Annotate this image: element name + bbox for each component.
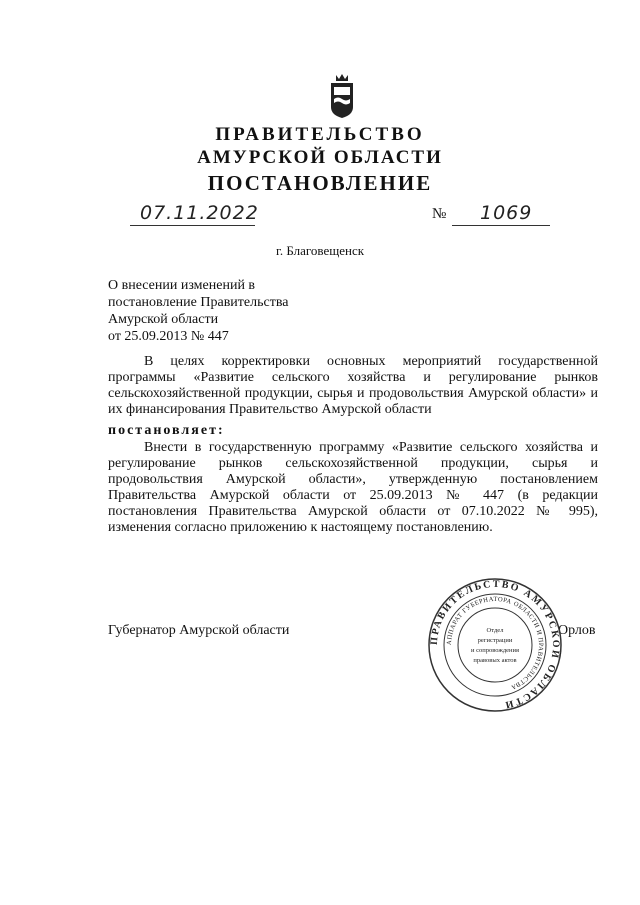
stamp-outer-text: ПРАВИТЕЛЬСТВО АМУРСКОЙ ОБЛАСТИ (428, 578, 562, 711)
stamp-center-line: Отдел (486, 627, 504, 634)
number-sign: № (432, 206, 447, 222)
stamp-center-line: правовых актов (473, 657, 517, 664)
stamp-center-line: и сопровождения (471, 647, 519, 654)
subject-block (108, 277, 338, 345)
decree-paragraph: Внести в государственную программу «Развитие сельского хозяйства и регулирование рынков сельскохозяйственной продукции, сырья и продовольствия Амурской области», утвержденную постановлением Правительства Амурской области от 25.09.2013 № 447 (в редакции постановления Правительства Амурской области от 07.10.2022 № 995), изменения согласно приложению к настоящему постановлению. (108, 440, 598, 535)
signer-title: Губернатор Амурской области (108, 623, 290, 638)
number-underline (452, 225, 550, 226)
handwritten-date: 07.11.2022 (140, 202, 259, 224)
region-heading: АМУРСКОЙ ОБЛАСТИ (197, 147, 443, 168)
stamp-inner-text: АППАРАТ ГУБЕРНАТОРА ОБЛАСТИ И ПРАВИТЕЛЬСТВА (445, 595, 545, 691)
date-underline (130, 225, 255, 226)
official-stamp (427, 577, 563, 713)
government-heading: ПРАВИТЕЛЬСТВО (215, 124, 425, 145)
subject-line: от 25.09.2013 № 447 (108, 329, 229, 344)
coat-of-arms-icon (327, 73, 357, 119)
preamble-paragraph: В целях корректировки основных мероприятий государственной программы «Развитие сельского хозяйства и регулирование рынков сельскохозяйственной продукции, сырья и продовольствия Амурской области» и их финансирования Правительство Амурской области (108, 354, 598, 417)
subject-line: постановление Правительства (108, 295, 289, 310)
document-type-heading: ПОСТАНОВЛЕНИЕ (207, 171, 433, 195)
subject-line: О внесении изменений в (108, 278, 256, 293)
handwritten-number: 1069 (480, 202, 533, 224)
subject-line: Амурской области (108, 312, 219, 327)
stamp-center-line: регистрации (477, 637, 513, 644)
city: г. Благовещенск (275, 243, 365, 258)
decree-word: постановляет: (108, 423, 225, 438)
signer-name: Орлов (558, 623, 596, 638)
